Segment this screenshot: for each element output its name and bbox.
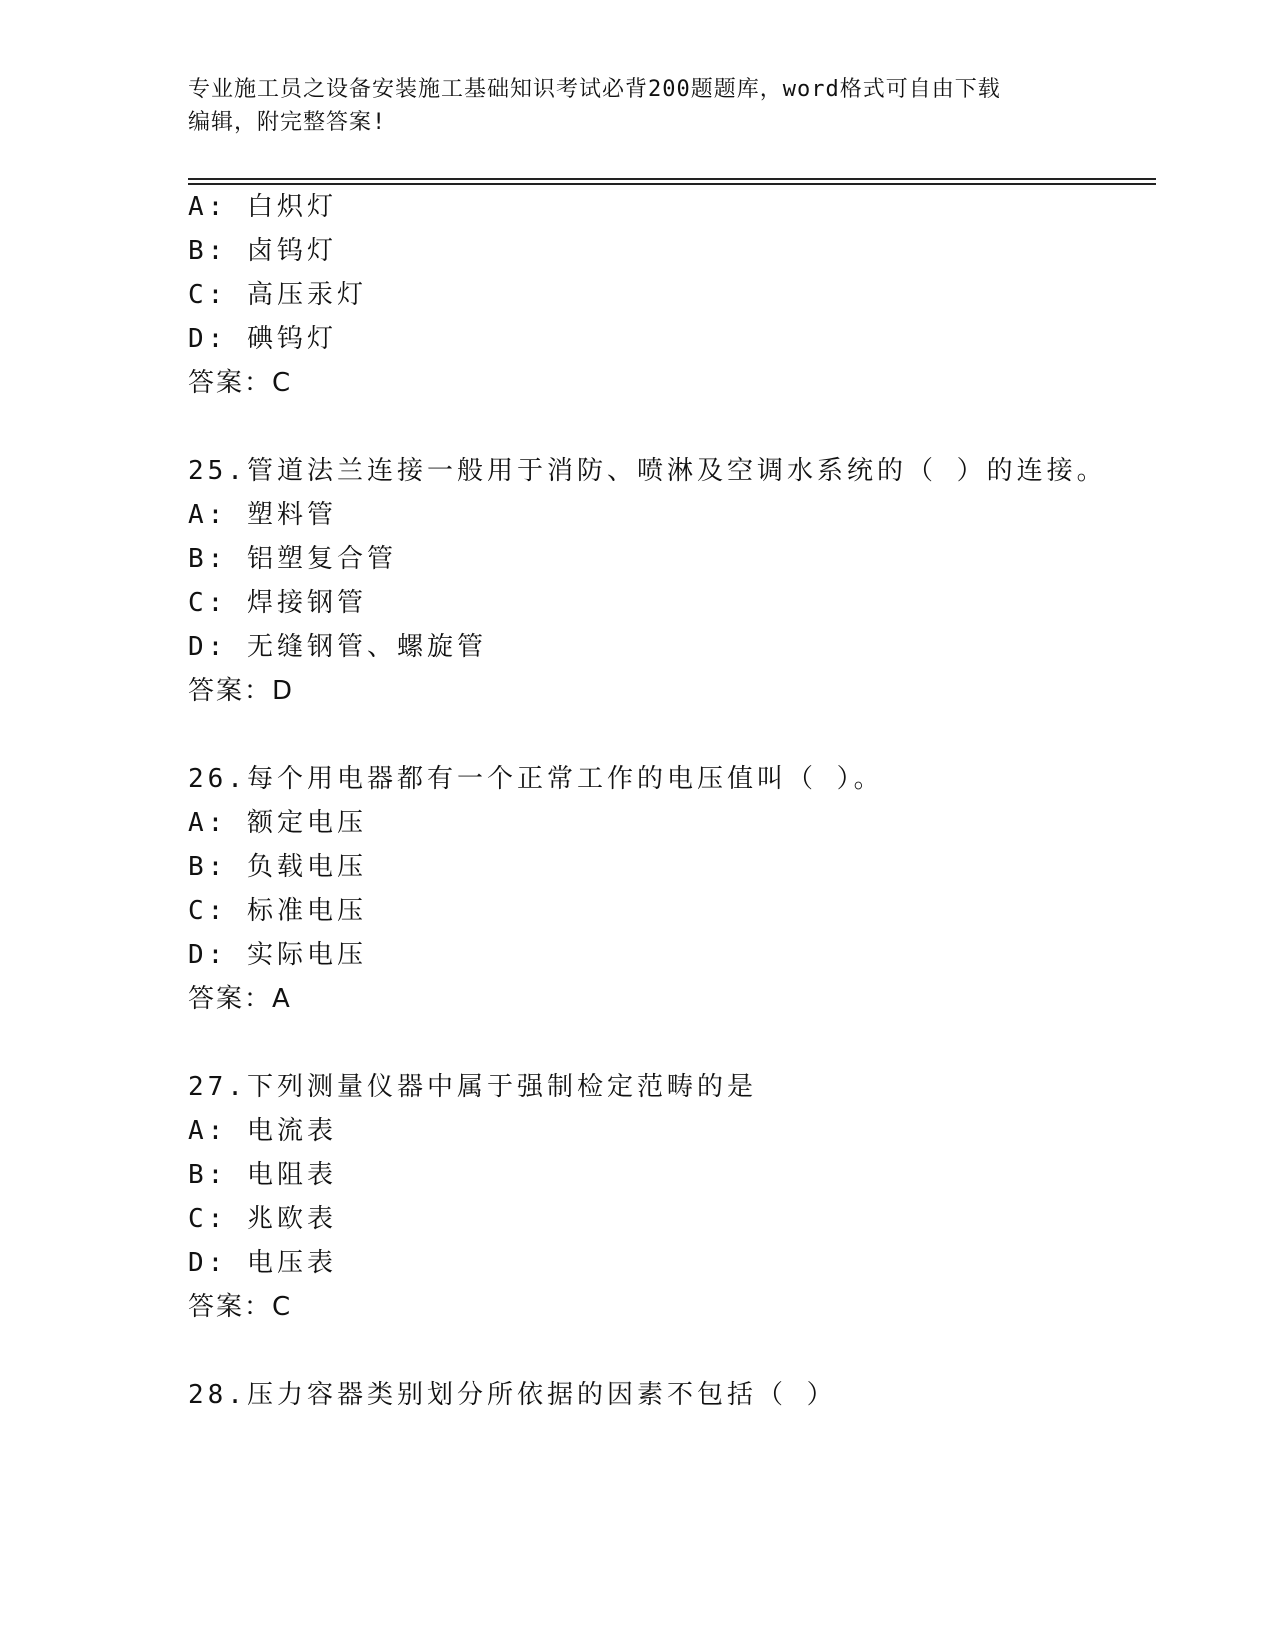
header-divider-top — [188, 178, 1156, 180]
q25-stem: 25.管道法兰连接一般用于消防、喷淋及空调水系统的（ ）的连接。 — [188, 456, 1107, 486]
q27-option-a: A: 电流表 — [188, 1116, 337, 1146]
q24-answer: 答案：C — [188, 368, 293, 398]
header-divider-bottom — [188, 183, 1156, 185]
document-header — [188, 73, 1088, 139]
q27-option-c: C: 兆欧表 — [188, 1204, 337, 1234]
q26-stem: 26.每个用电器都有一个正常工作的电压值叫（ ）。 — [188, 764, 884, 794]
q26-option-b: B: 负载电压 — [188, 852, 367, 882]
q24-option-a: A: 白炽灯 — [188, 192, 337, 222]
q27-stem: 27.下列测量仪器中属于强制检定范畴的是 — [188, 1072, 757, 1102]
q27-option-d: D: 电压表 — [188, 1248, 337, 1278]
q24-option-c: C: 高压汞灯 — [188, 280, 367, 310]
q25-answer: 答案：D — [188, 676, 295, 706]
q27-answer: 答案：C — [188, 1292, 293, 1322]
q25-option-c: C: 焊接钢管 — [188, 588, 367, 618]
header-line-2: 编辑，附完整答案! — [188, 110, 387, 135]
q25-option-d: D: 无缝钢管、螺旋管 — [188, 632, 487, 662]
q27-option-b: B: 电阻表 — [188, 1160, 337, 1190]
q26-answer: 答案：A — [188, 984, 292, 1014]
q25-option-a: A: 塑料管 — [188, 500, 337, 530]
q26-option-c: C: 标准电压 — [188, 896, 367, 926]
q26-option-a: A: 额定电压 — [188, 808, 367, 838]
q26-option-d: D: 实际电压 — [188, 940, 367, 970]
header-line-1: 专业施工员之设备安装施工基础知识考试必背200题题库，word格式可自由下载 — [188, 77, 1001, 102]
q25-option-b: B: 铝塑复合管 — [188, 544, 397, 574]
q24-option-d: D: 碘钨灯 — [188, 324, 337, 354]
q28-stem: 28.压力容器类别划分所依据的因素不包括（ ） — [188, 1380, 837, 1410]
q24-option-b: B: 卤钨灯 — [188, 236, 337, 266]
